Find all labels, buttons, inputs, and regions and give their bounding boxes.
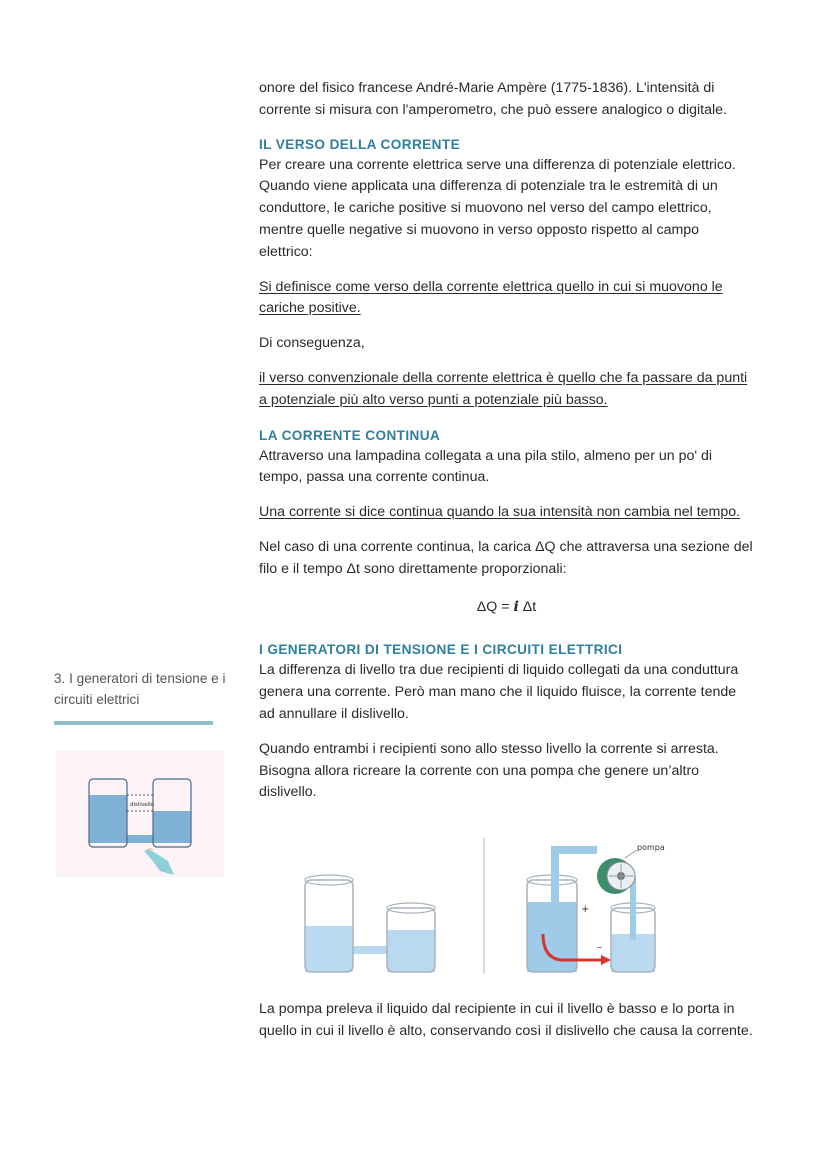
- paragraph-pompa: La pompa preleva il liquido dal recipiente in cui il livello è basso e lo porta in quello in cui il livello è alto, conservando così il dislivello che causa la corrente.: [259, 1001, 753, 1039]
- heading-verso-corrente: IL VERSO DELLA CORRENTE: [259, 136, 461, 152]
- pump-icon: [597, 858, 635, 894]
- sidebar-thumbnail-figure: [56, 751, 224, 877]
- left-vessels: [305, 875, 435, 972]
- sidebar-caption: 3. I generatori di tensione e i circuiti elettrici: [54, 671, 226, 707]
- pump-paragraph-block: [259, 999, 754, 1043]
- heading-generatori-tensione: I GENERATORI DI TENSIONE E I CIRCUITI ELETTRICI: [259, 642, 623, 658]
- paragraph-differenza-potenziale: Per creare una corrente elettrica serve una differenza di potenziale elettrico. Quando viene applicata una differenza di potenziale tra le estremità di un conduttore, le cariche positive si muovono nel verso del campo elettrico, mentre quelle negative si muovono in verso opposto rispetto al campo elettrico:: [259, 156, 736, 260]
- paragraph-pompa-intro: Quando entrambi i recipienti sono allo stesso livello la corrente si arresta. Bisogna allora ricreare la corrente con una pompa che genere un’altro dislivello.: [259, 740, 719, 801]
- formula-carica: ΔQ = i Δt: [476, 598, 537, 615]
- sidebar-divider: [54, 721, 213, 725]
- main-column: [259, 78, 754, 817]
- thumb-dislivello-label: dislivello: [130, 802, 155, 808]
- plus-sign: +: [581, 904, 590, 915]
- definition-verso: Si definisce come verso della corrente elettrica quello in cui si muovono le cariche positive.: [259, 278, 723, 317]
- paragraph-dislivello: La differenza di livello tra due recipienti di liquido collegati da una conduttura genera una corrente. Però man mano che il liquido fluisce, la corrente tende ad annullare il dislivello.: [259, 662, 739, 722]
- vessels-figure: [293, 838, 693, 980]
- paragraph-conseguenza: Di conseguenza,: [259, 335, 365, 352]
- paragraph-proporzionalita: Nel caso di una corrente continua, la carica ΔQ che attraversa una sezione del filo e il tempo Δt sono direttamente proporzionali:: [259, 538, 753, 577]
- definition-verso-convenzionale: il verso convenzionale della corrente elettrica è quello che fa passare da punti a potenziale più alto verso punti a potenziale più basso.: [259, 369, 748, 408]
- minus-sign: –: [597, 942, 602, 953]
- paragraph-lampadina: Attraverso una lampadina collegata a una pila stilo, almeno per un po' di tempo, passa una corrente continua.: [259, 447, 713, 486]
- pump-label: pompa: [637, 843, 665, 852]
- formula-current-symbol: i: [513, 598, 519, 615]
- right-vessels-with-pump: [527, 843, 665, 972]
- intro-paragraph: onore del fisico francese André-Marie Ampère (1775-1836). L'intensità di corrente si misura con l'amperometro, che può essere analogico o digitale.: [259, 80, 727, 118]
- heading-corrente-continua: LA CORRENTE CONTINUA: [259, 427, 441, 443]
- definition-corrente-continua: Una corrente si dice continua quando la sua intensità non cambia nel tempo.: [259, 504, 741, 521]
